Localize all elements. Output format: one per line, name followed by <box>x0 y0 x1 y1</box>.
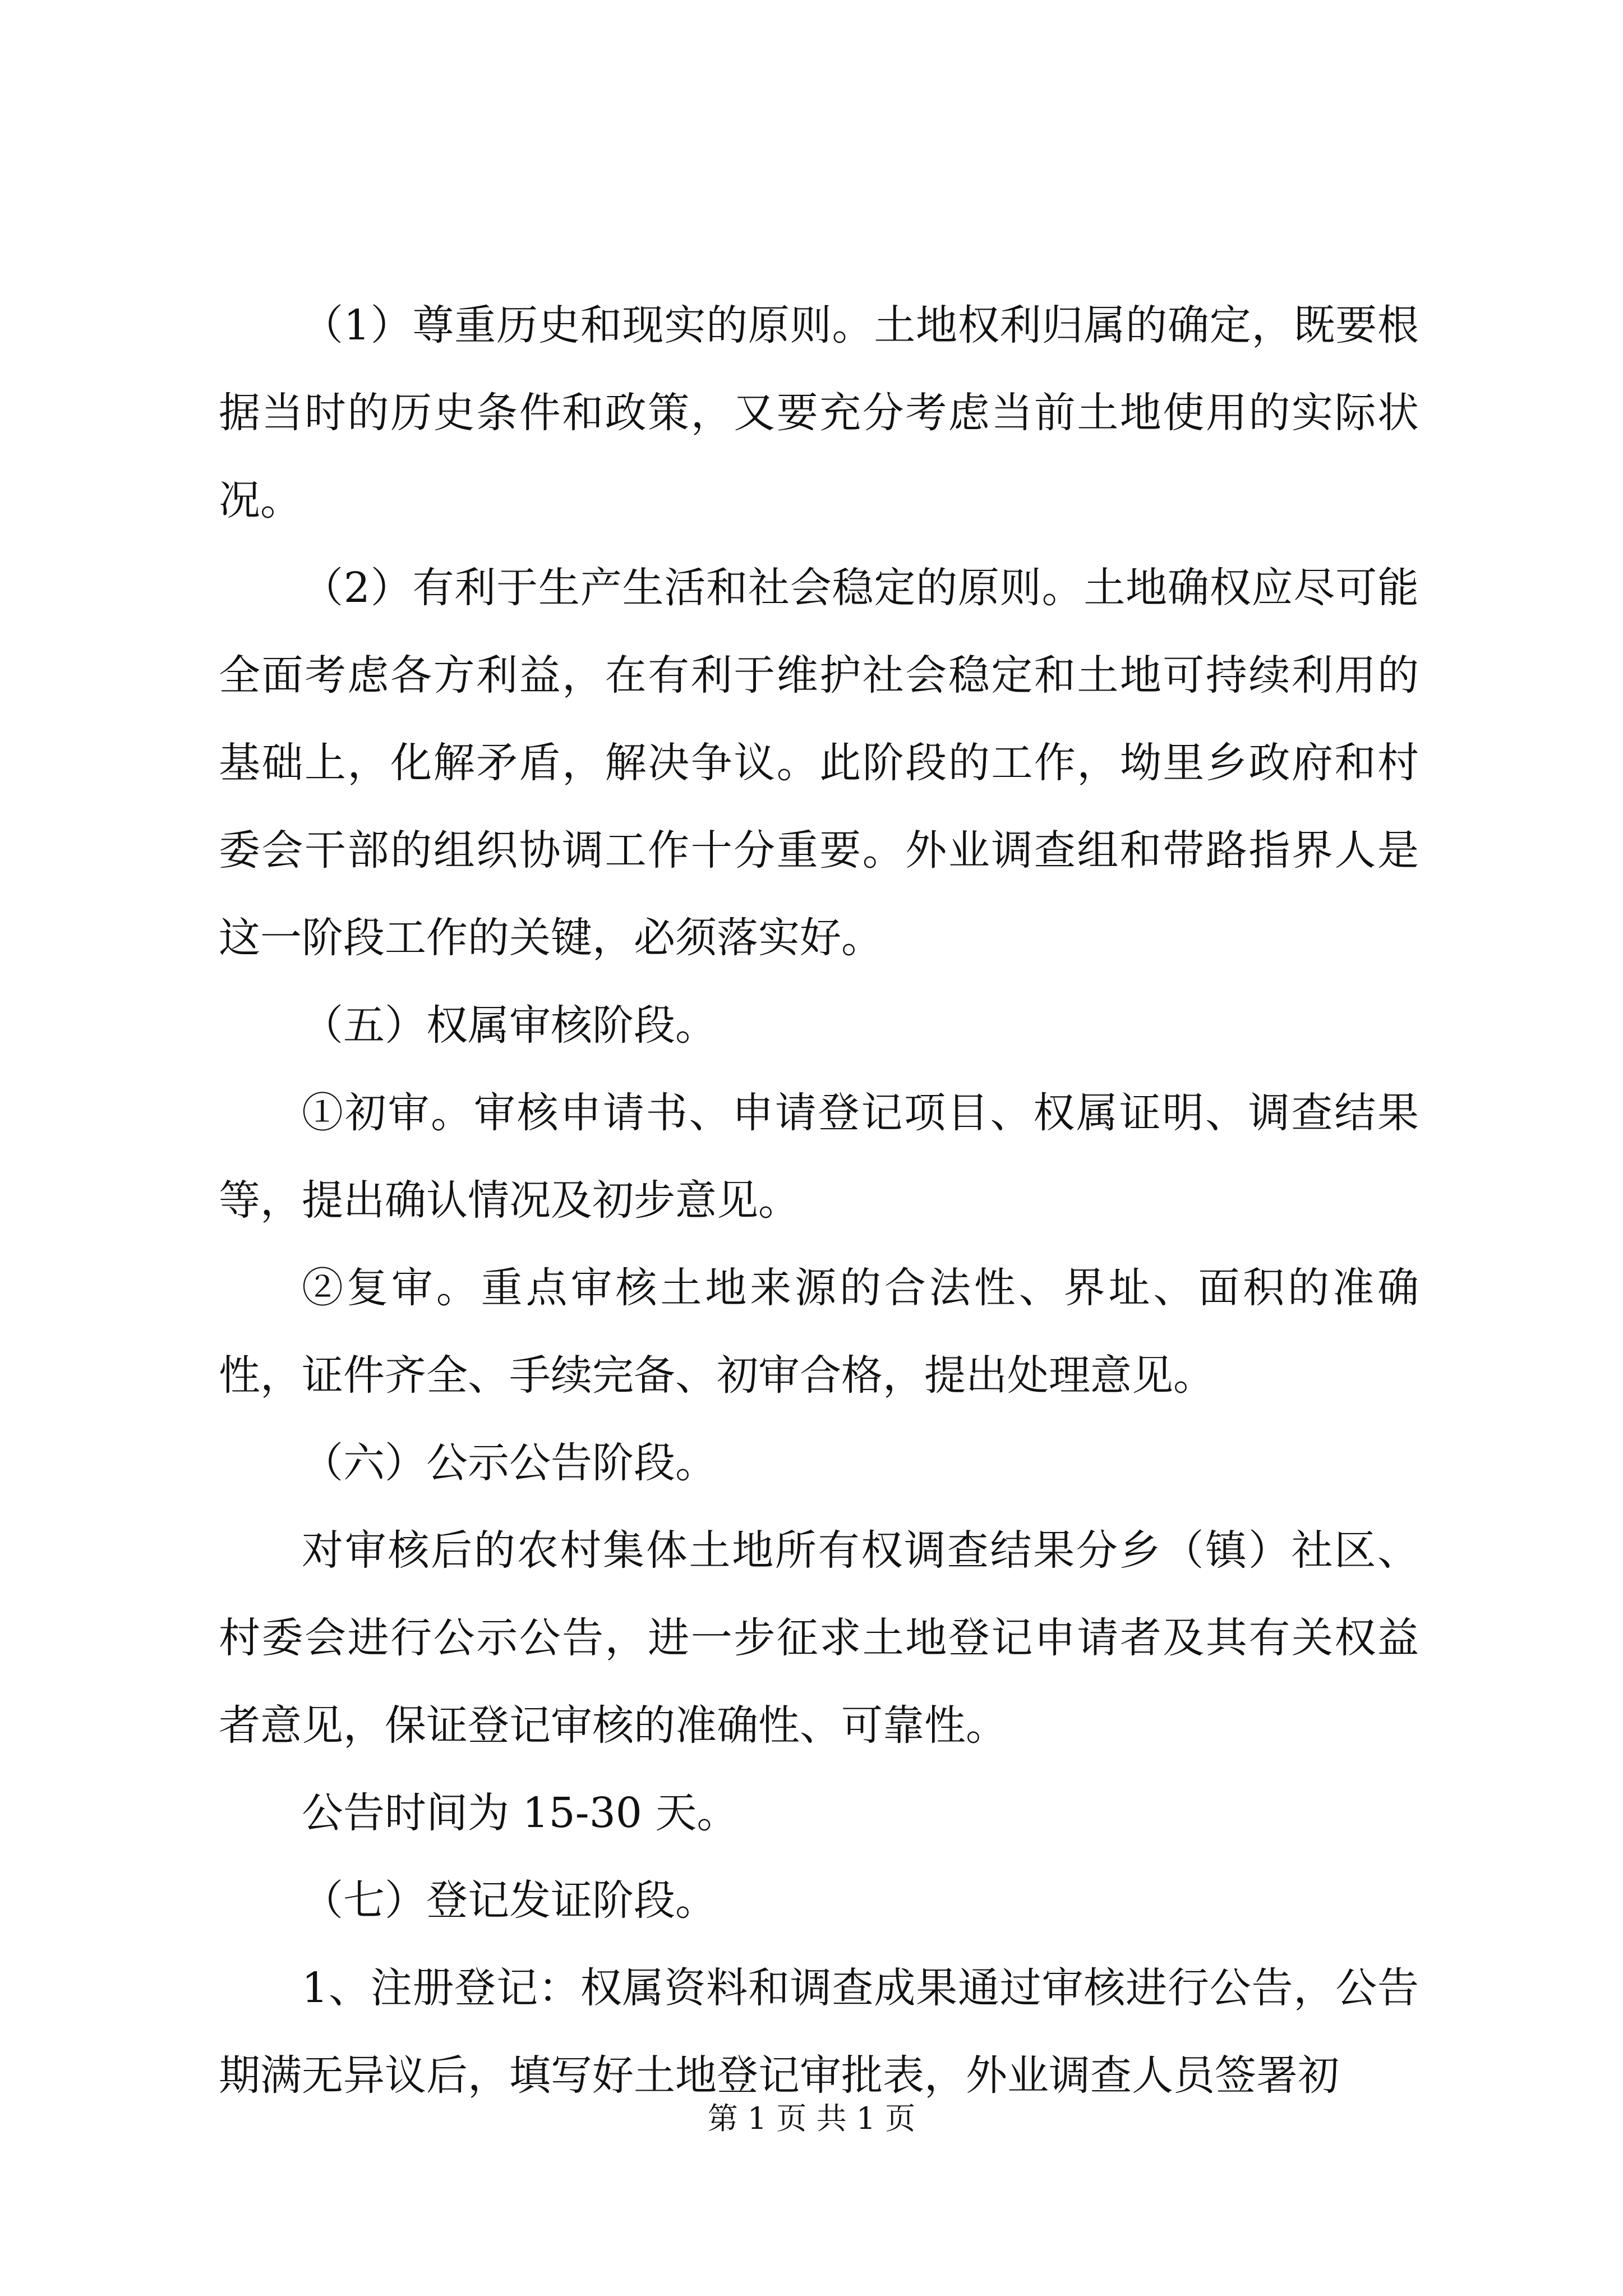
paragraph-public-notice: 对审核后的农村集体土地所有权调查结果分乡（镇）社区、村委会进行公示公告，进一步征求土地登记申请者及其有关权益者意见，保证登记审核的准确性、可靠性。 <box>219 1526 1419 1750</box>
page-number-footer: 第 1 页 共 1 页 <box>707 2101 916 2136</box>
paragraph-second-review: ②复审。重点审核土地来源的合法性、界址、面积的准确性，证件齐全、手续完备、初审合格，提出处理意见。 <box>219 1264 1419 1400</box>
section-heading-public-notice: （六）公示公告阶段。 <box>302 1439 717 1487</box>
section-heading-ownership-review: （五）权属审核阶段。 <box>302 1001 717 1050</box>
paragraph-notice-duration: 公告时间为 15-30 天。 <box>302 1789 739 1837</box>
section-heading-registration: （七）登记发证阶段。 <box>302 1876 717 1925</box>
paragraph-initial-review: ①初审。审核申请书、申请登记项目、权属证明、调查结果等，提出确认情况及初步意见。 <box>219 1089 1419 1225</box>
paragraph-registration: 1、注册登记：权属资料和调查成果通过审核进行公告，公告期满无异议后，填写好土地登记审批表，外业调查人员签署初 <box>219 1964 1419 2100</box>
document-body <box>219 282 1419 2119</box>
paragraph-principle-2: （2）有利于生产生活和社会稳定的原则。土地确权应尽可能全面考虑各方利益，在有利于维护社会稳定和土地可持续利用的基础上，化解矛盾，解决争议。此阶段的工作，坳里乡政府和村委会干部的组织协调工作十分重要。外业调查组和带路指界人是这一阶段工作的关键，必须落实好。 <box>219 564 1419 962</box>
paragraph-principle-1: （1）尊重历史和现实的原则。土地权利归属的确定，既要根据当时的历史条件和政策，又要充分考虑当前土地使用的实际状况。 <box>219 301 1419 524</box>
